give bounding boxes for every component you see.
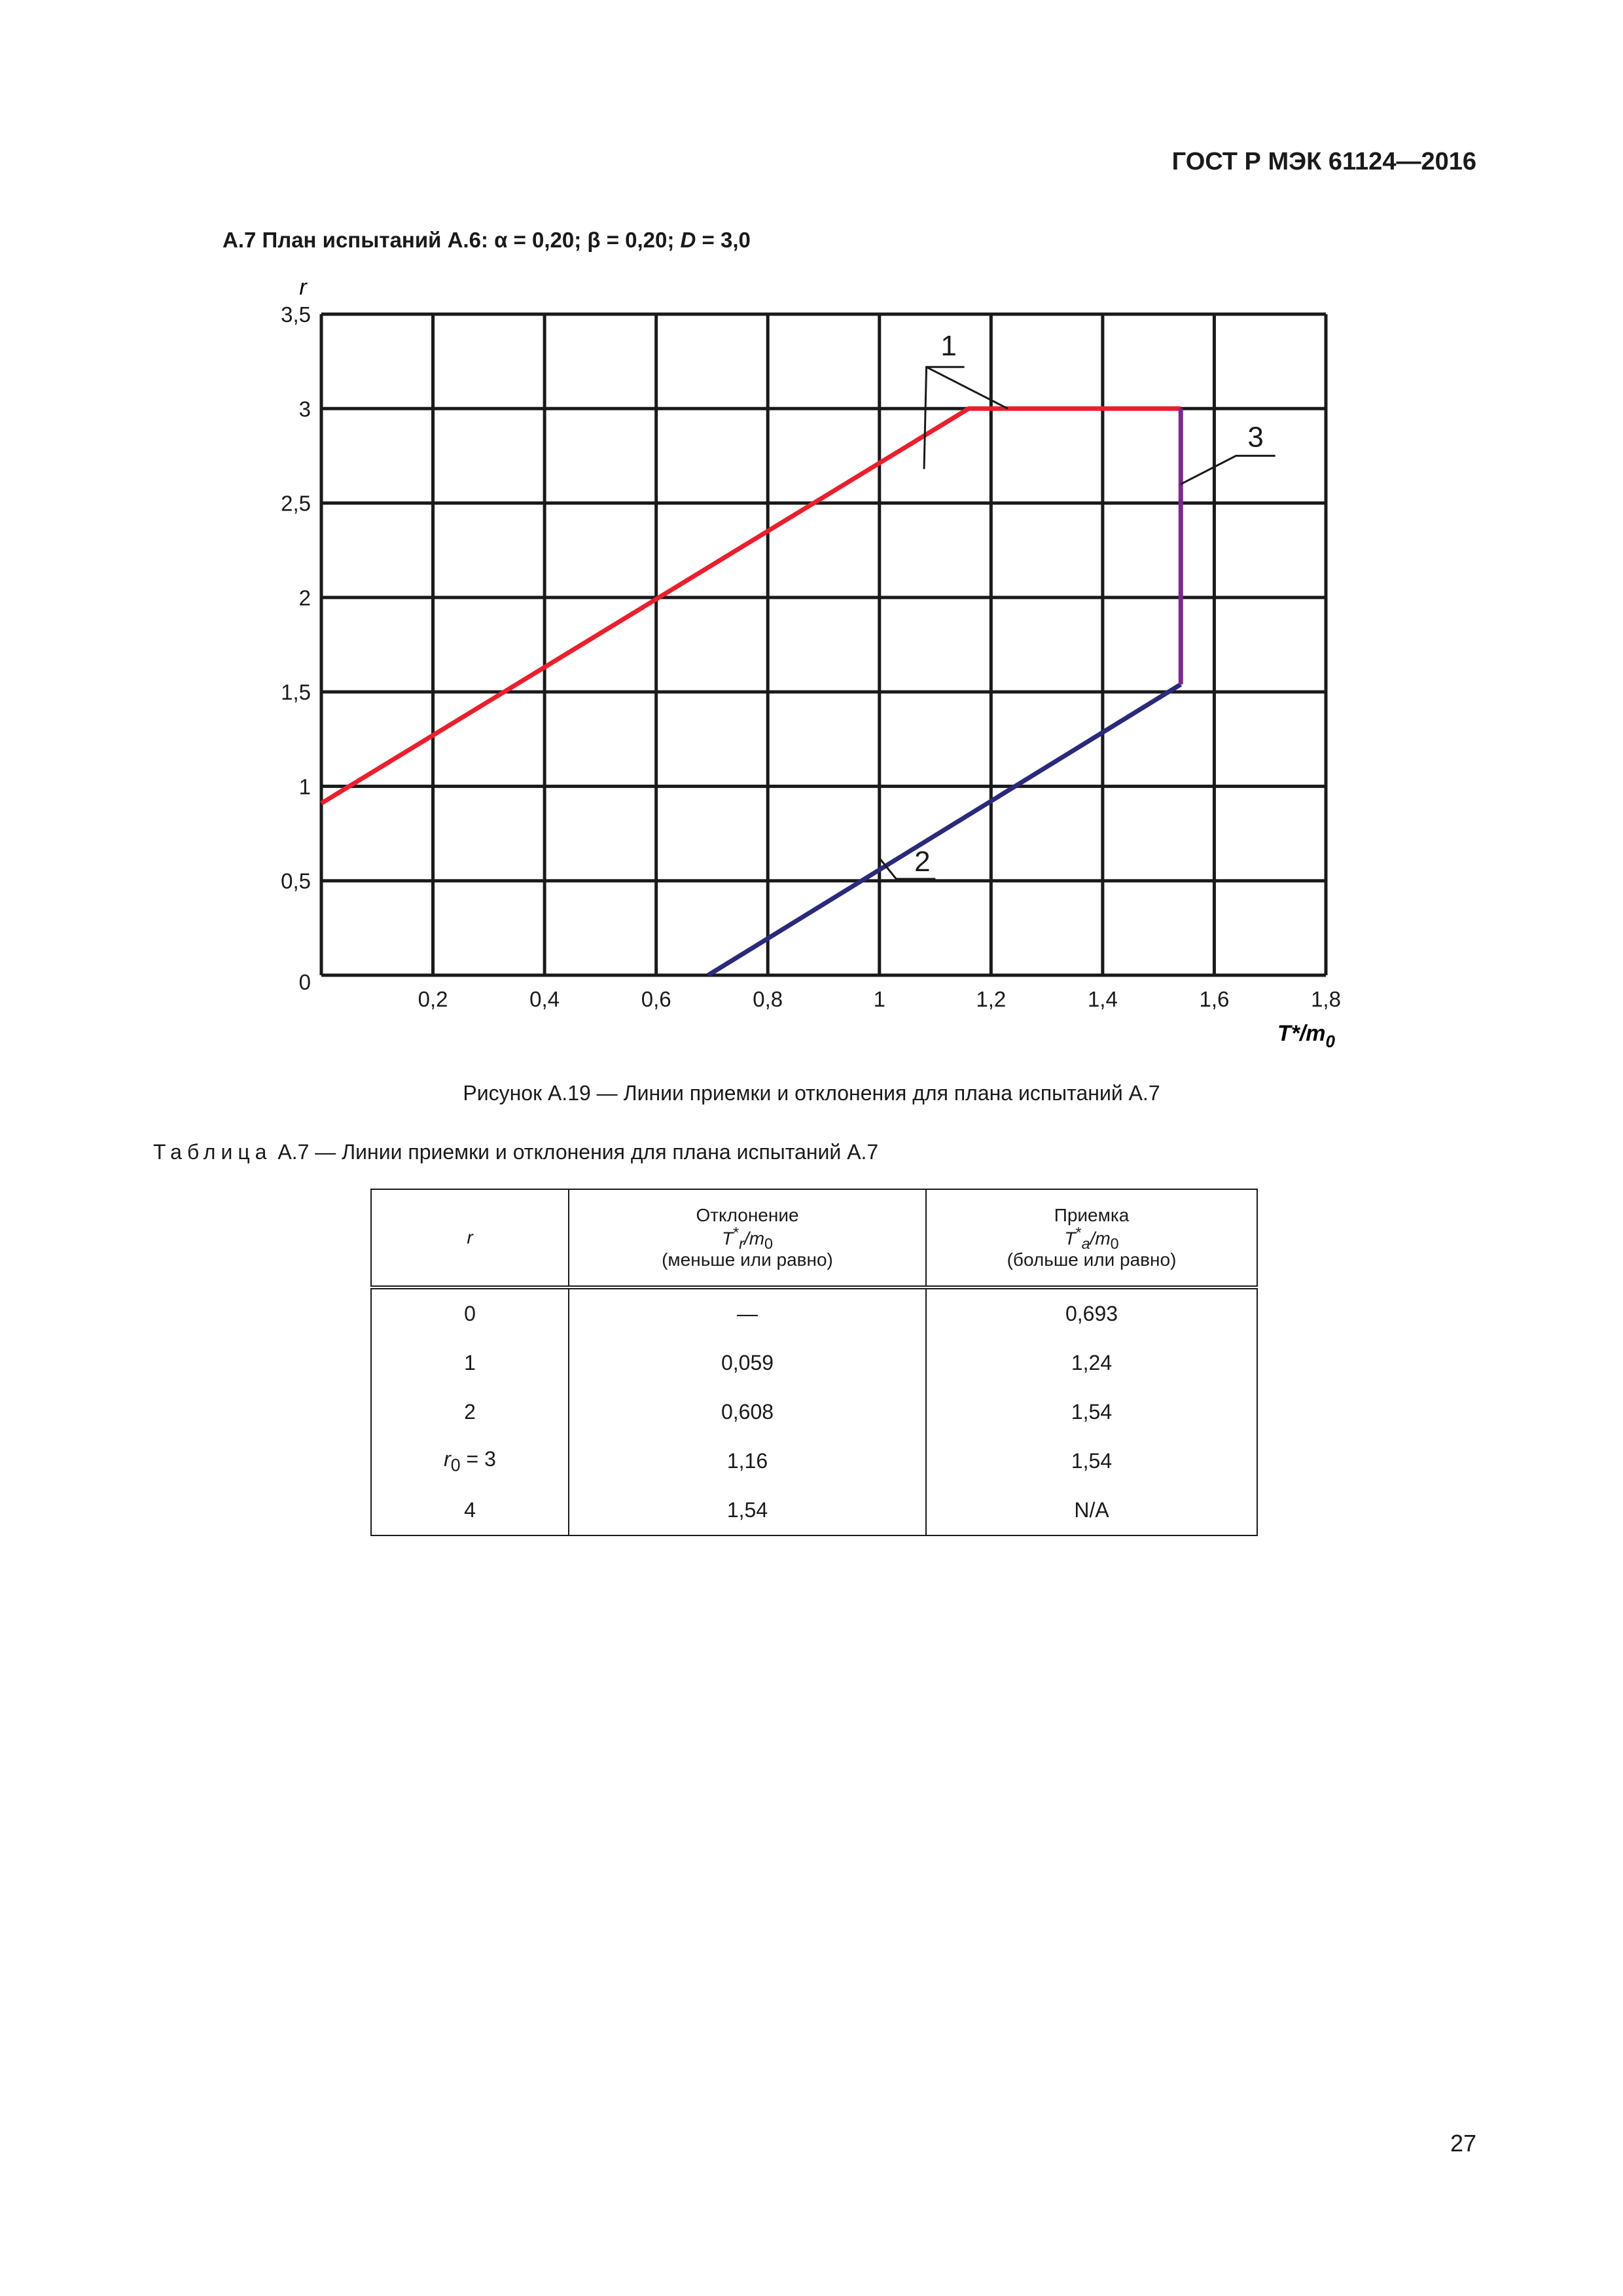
x-tick-label: 0,4 <box>529 987 560 1011</box>
x-tick-label: 1 <box>873 987 885 1011</box>
callout-leader-1b <box>927 367 1008 408</box>
cell-reject: 1,16 <box>569 1437 926 1486</box>
cell-r: $r_0 = 3$ <box>371 1437 569 1486</box>
header-r: r <box>371 1189 569 1287</box>
header-accept-formula: $T^*_a/m_0$ <box>1064 1223 1119 1252</box>
table-row <box>371 1437 1257 1486</box>
table-header-row <box>371 1189 1257 1287</box>
section-alpha-beta: α = 0,20; β = 0,20; <box>494 228 681 252</box>
table-row <box>371 1287 1257 1338</box>
cell-reject: 0,059 <box>569 1338 926 1388</box>
header-reject <box>569 1189 926 1287</box>
y-tick-label: 0 <box>298 970 311 994</box>
x-tick-label: 0,2 <box>418 987 448 1011</box>
data-table <box>370 1189 1258 1536</box>
x-axis-label <box>1277 1021 1336 1051</box>
cell-accept: 1,54 <box>926 1437 1257 1486</box>
cell-reject: — <box>569 1287 926 1338</box>
x-axis-label-sub: 0 <box>1325 1031 1335 1051</box>
x-tick-label: 0,8 <box>753 987 783 1011</box>
y-tick-label: 2,5 <box>281 491 311 516</box>
callout-label-1: 1 <box>940 329 957 362</box>
x-tick-label: 1,4 <box>1087 987 1118 1011</box>
header-reject-label: Отклонение <box>696 1204 799 1225</box>
series-line-2 <box>708 685 1181 975</box>
table-row <box>371 1486 1257 1535</box>
table-title-word: Таблица <box>153 1140 272 1164</box>
chart-grid <box>321 314 1326 975</box>
table-row <box>371 1338 1257 1388</box>
x-tick-label: 0,6 <box>641 987 671 1011</box>
cell-accept: N/A <box>926 1486 1257 1535</box>
y-tick-label: 3,5 <box>281 302 311 327</box>
cell-reject: 0,608 <box>569 1388 926 1437</box>
figure-caption: Рисунок А.19 — Линии приемки и отклонения для плана испытаний А.7 <box>463 1081 1160 1105</box>
y-axis-label: r <box>299 275 307 300</box>
header-reject-note: (меньше или равно) <box>662 1249 833 1270</box>
header-reject-formula: $T^*_r/m_0$ <box>721 1223 774 1252</box>
cell-accept: 1,54 <box>926 1388 1257 1437</box>
callout-label-2: 2 <box>914 845 931 878</box>
header-accept-label: Приемка <box>1054 1204 1130 1225</box>
callout-label-3: 3 <box>1247 421 1264 454</box>
document-header: ГОСТ Р МЭК 61124—2016 <box>1171 148 1476 175</box>
y-tick-label: 2 <box>298 585 311 610</box>
callout-leader-3 <box>1181 456 1275 484</box>
x-tick-label: 1,8 <box>1311 987 1341 1011</box>
y-tick-label: 1,5 <box>281 680 311 705</box>
section-d-value: = 3,0 <box>696 228 751 252</box>
cell-r: 1 <box>371 1338 569 1388</box>
y-tick-label: 0,5 <box>281 869 311 893</box>
table-row <box>371 1388 1257 1437</box>
cell-r: 0 <box>371 1287 569 1338</box>
x-axis-label-main: T*/m <box>1277 1021 1326 1046</box>
y-tick-label: 1 <box>298 774 311 799</box>
acceptance-rejection-chart <box>0 0 1623 1073</box>
series-line-1 <box>321 408 1181 803</box>
x-tick-label: 1,2 <box>976 987 1007 1011</box>
cell-r: 4 <box>371 1486 569 1535</box>
cell-accept: 0,693 <box>926 1287 1257 1338</box>
x-tick-label: 1,6 <box>1199 987 1230 1011</box>
cell-r: 2 <box>371 1388 569 1437</box>
cell-accept: 1,24 <box>926 1338 1257 1388</box>
table-title <box>153 1140 878 1164</box>
section-prefix: А.7 План испытаний А.6: <box>223 228 495 252</box>
cell-reject: 1,54 <box>569 1486 926 1535</box>
page-number: 27 <box>1450 2130 1476 2157</box>
section-d-symbol: D <box>680 228 696 252</box>
y-tick-label: 3 <box>298 397 311 422</box>
table-title-rest: А.7 — Линии приемки и отклонения для плана испытаний А.7 <box>272 1140 879 1164</box>
header-accept-note: (больше или равно) <box>1007 1249 1177 1270</box>
header-accept <box>926 1189 1257 1287</box>
